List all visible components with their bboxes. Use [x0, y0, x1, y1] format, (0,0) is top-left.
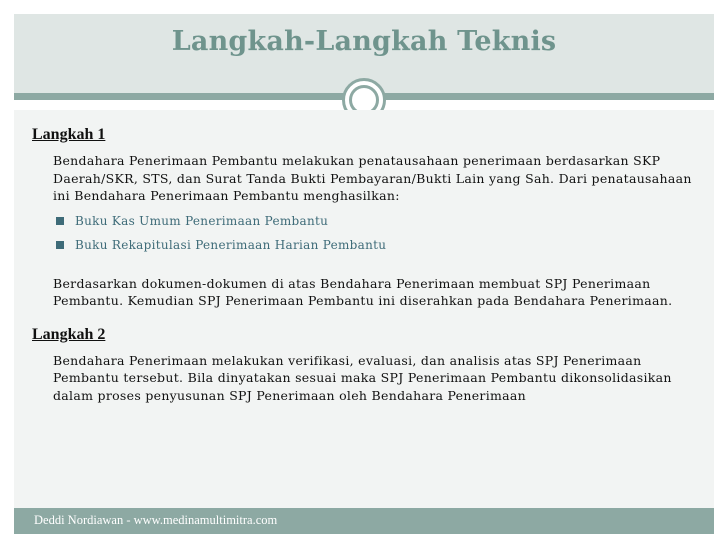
square-bullet-icon [56, 217, 64, 225]
list-item [53, 211, 702, 235]
step-1-intro: Bendahara Penerimaan Pembantu melakukan penatausahaan penerimaan berdasarkan SKP Daerah/SKR, STS, dan Surat Tanda Bukti Pembayaran/Bukti Lain yang Sah. Dari penatausahaan ini Bendahara Penerimaan Pembantu menghasilkan: [53, 153, 692, 203]
footer-credit: Deddi Nordiawan - www.medinamultimitra.com [34, 513, 278, 527]
step-2-heading: Langkah 2 [32, 325, 106, 343]
slide-content [32, 124, 702, 404]
square-bullet-icon [56, 241, 64, 249]
bullet-text: Buku Rekapitulasi Penerimaan Harian Pembantu [75, 237, 387, 252]
footer-bar [14, 508, 714, 534]
slide-title: Langkah-Langkah Teknis [171, 26, 557, 57]
list-item [53, 235, 702, 259]
step-1-heading: Langkah 1 [32, 126, 106, 143]
bullet-text: Buku Kas Umum Penerimaan Pembantu [75, 213, 329, 228]
step-1-conclusion: Berdasarkan dokumen-dokumen di atas Bendahara Penerimaan membuat SPJ Penerimaan Pembantu. Kemudian SPJ Penerimaan Pembantu ini diserahkan pada Bendahara Penerimaan. [53, 275, 673, 308]
step-2-text: Bendahara Penerimaan melakukan verifikasi, evaluasi, dan analisis atas SPJ Penerimaan Pembantu tersebut. Bila dinyatakan sesuai maka SPJ Penerimaan Pembantu dikonsolidasikan dalam proses penyusunan SPJ Penerimaan oleh Bendahara Penerimaan [53, 352, 672, 403]
step-1-bullet-list [53, 211, 702, 259]
